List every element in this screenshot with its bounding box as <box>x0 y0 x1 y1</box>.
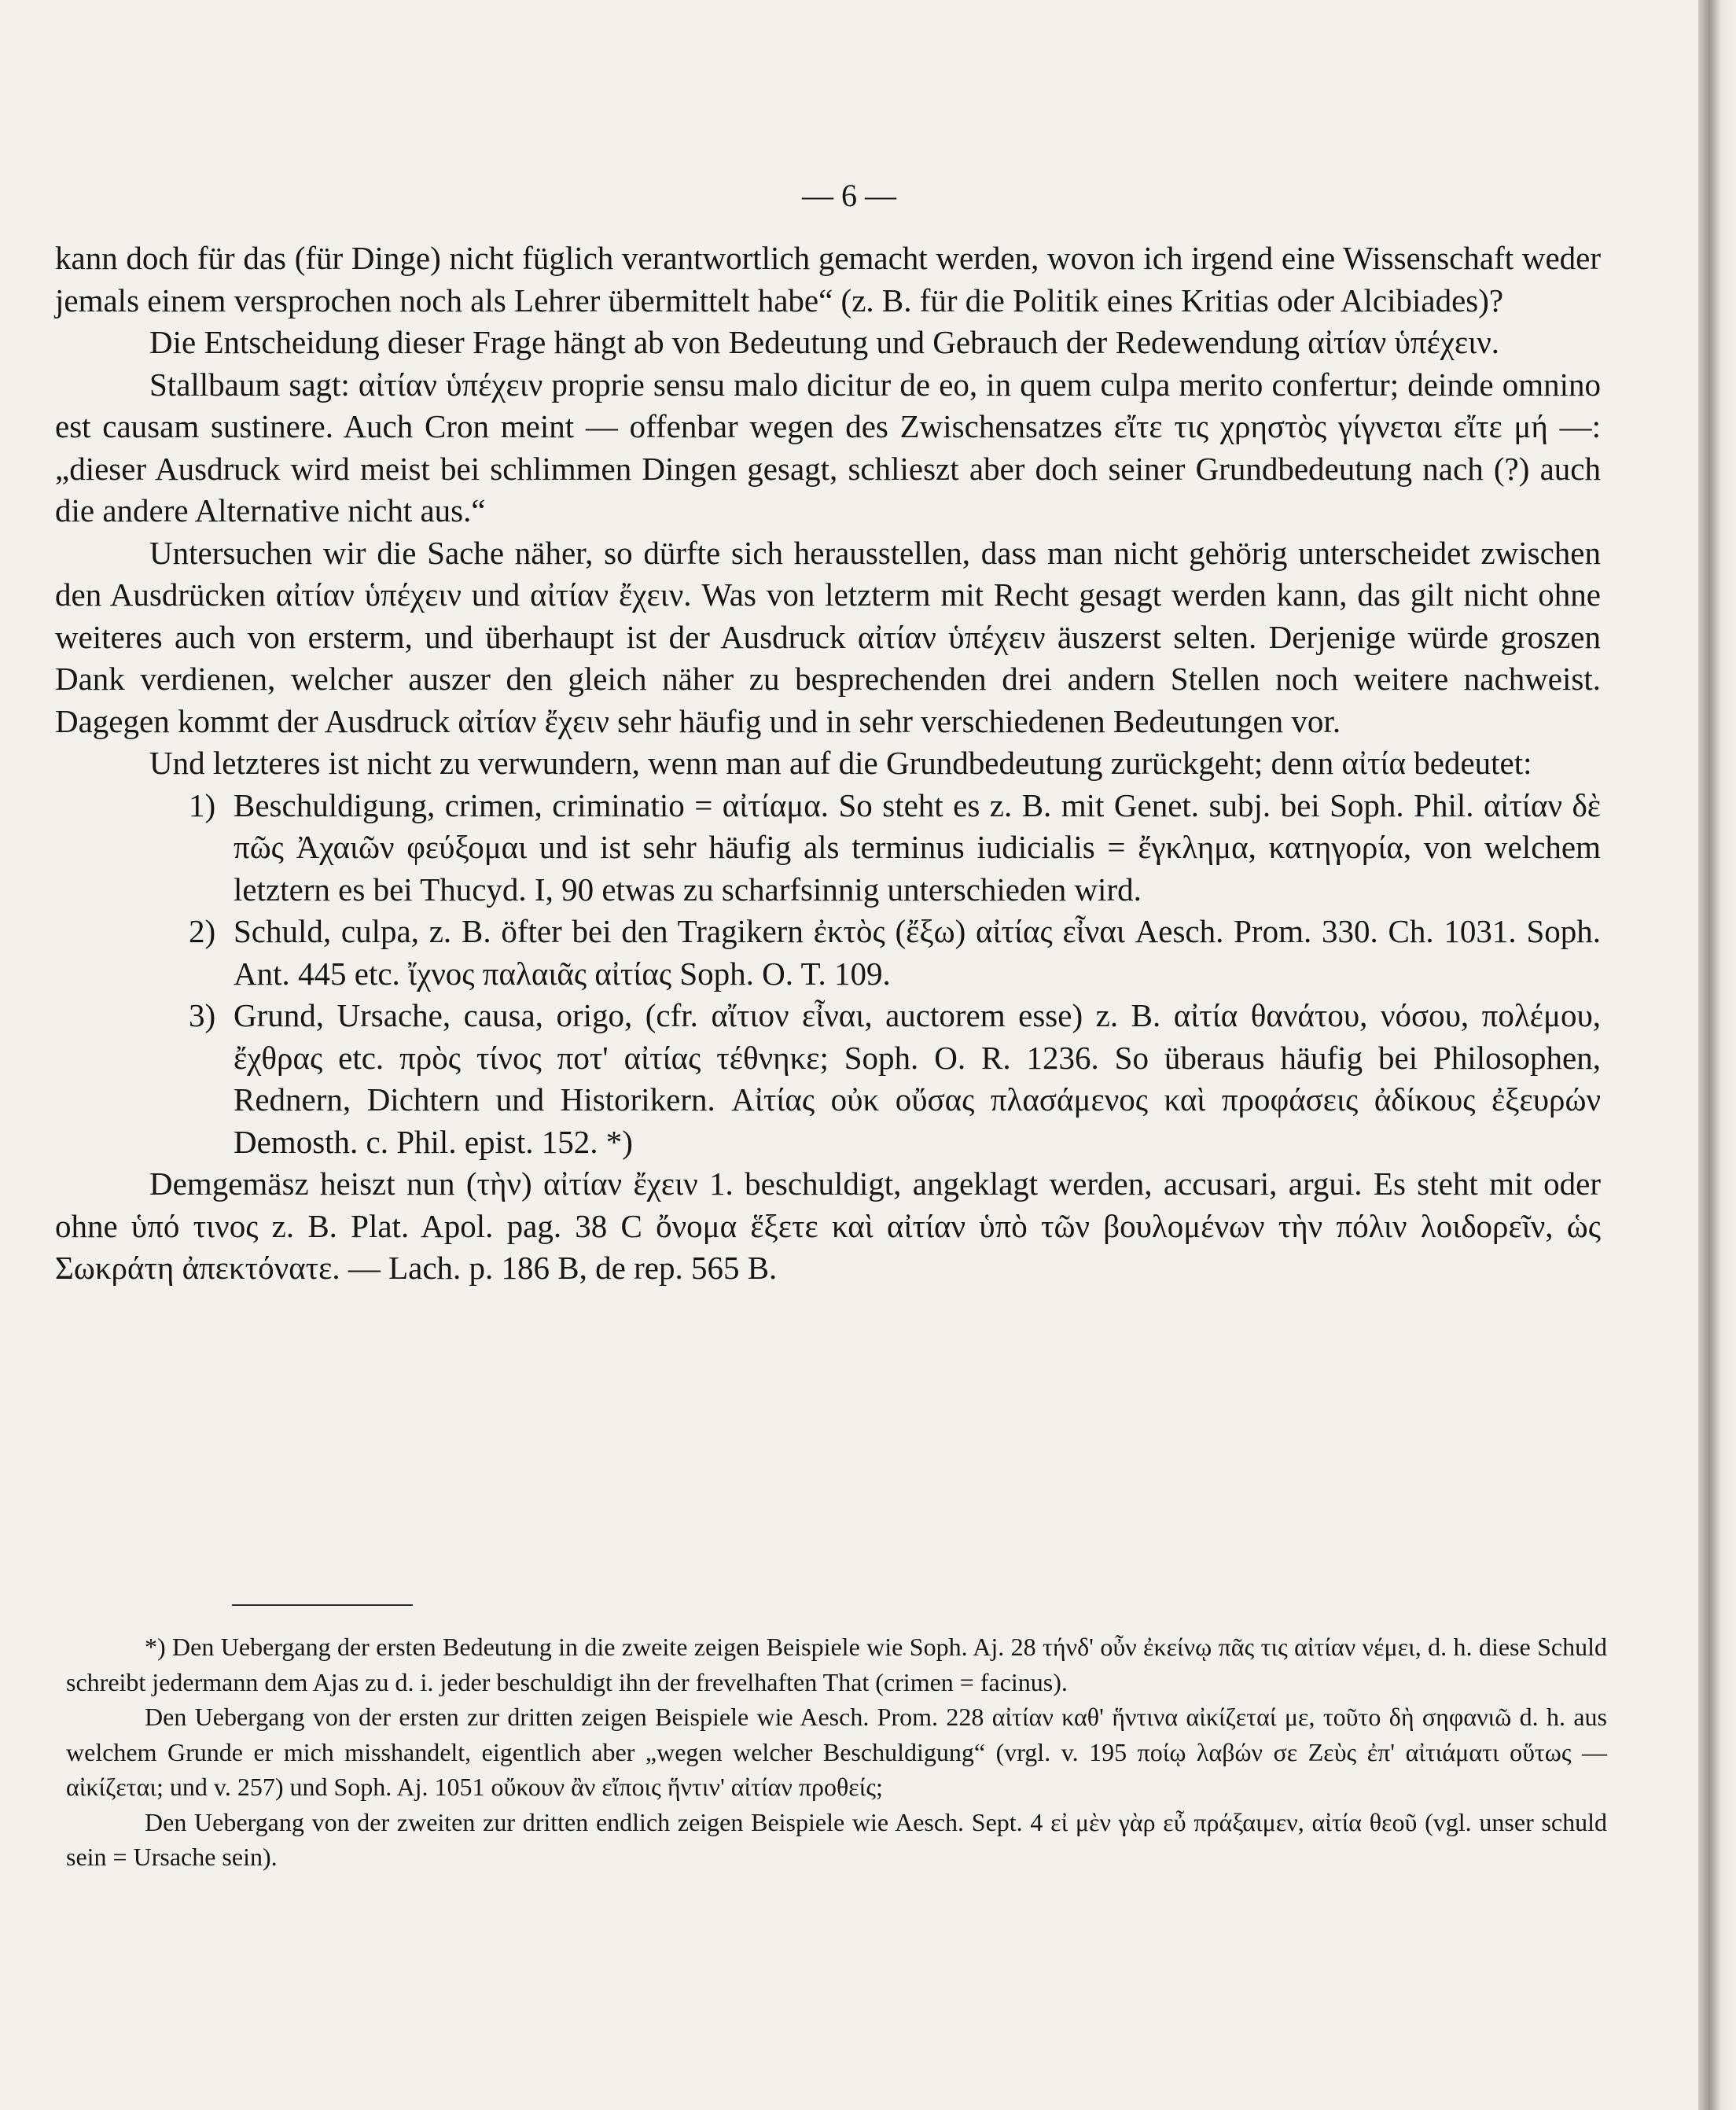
list-number: 2) <box>189 913 216 949</box>
list-item <box>55 995 1601 1163</box>
footnotes <box>66 1629 1607 1875</box>
list-number: 3) <box>189 997 216 1033</box>
footnote-divider <box>232 1604 413 1606</box>
paragraph: Demgemäsz heiszt nun (τὴν) αἰτίαν ἔχειν 1. beschuldigt, angeklagt werden, accusari, argui. Es steht mit oder ohne ὑπό τινος z. B. Plat. Apol. pag. 38 C ὄνομα ἕξετε καὶ αἰτίαν ὑπὸ τῶν βουλομένων τὴν πόλιν λοιδορεῖν, ὡς Σωκράτη ἀπεκτόνατε. — Lach. p. 186 B, de rep. 565 B. <box>55 1165 1601 1286</box>
list-item-text: Grund, Ursache, causa, origo, (cfr. αἴτιον εἶναι, auctorem esse) z. B. αἰτία θανάτου, νόσου, πολέμου, ἔχθρας etc. πρὸς τίνος ποτ' αἰτίας τέθνηκε; Soph. O. R. 1236. So überaus häufig bei Philosophen, Rednern, Dichtern und Historikern. Αἰτίας οὐκ οὔσας πλασάμενος καὶ προφάσεις ἀδίκους ἐξευρών Demosth. c. Phil. epist. 152. *) <box>234 997 1601 1160</box>
list-item-text: Schuld, culpa, z. B. öfter bei den Tragikern ἐκτὸς (ἔξω) αἰτίας εἶναι Aesch. Prom. 330. Ch. 1031. Soph. Ant. 445 etc. ἴχνος παλαιᾶς αἰτίας Soph. O. T. 109. <box>234 913 1601 992</box>
list-item-text: Beschuldigung, crimen, criminatio = αἰτίαμα. So steht es z. B. mit Genet. subj. bei Soph. Phil. αἰτίαν δὲ πῶς Ἀχαιῶν φεύξομαι und ist sehr häufig als terminus iudicialis = ἔγκλημα, κατηγορία, von welchem letztern es bei Thucyd. I, 90 etwas zu scharfsinnig unterschieden wird. <box>234 786 1601 908</box>
paragraph: Stallbaum sagt: αἰτίαν ὑπέχειν proprie sensu malo dicitur de eo, in quem culpa merito confertur; deinde omnino est causam sustinere. Auch Cron meint — offenbar wegen des Zwischensatzes εἴτε τις χρηστὸς γίγνεται εἴτε μή —: „dieser Ausdruck wird meist bei schlimmen Dingen gesagt, schlieszt aber doch seiner Grundbedeutung nach (?) auch die andere Alternative nicht aus.“ <box>55 366 1601 528</box>
paragraph: kann doch für das (für Dinge) nicht füglich verantwortlich gemacht werden, wovon ich irgend eine Wissenschaft weder jemals einem versprochen noch als Lehrer übermittelt habe“ (z. B. für die Politik eines Kritias oder Alcibiades)? <box>55 240 1601 319</box>
list-number: 1) <box>189 786 216 823</box>
list-item <box>55 785 1601 911</box>
footnote: Den Uebergang von der zweiten zur dritten endlich zeigen Beispiele wie Aesch. Sept. 4 εἰ μὲν γὰρ εὖ πράξαιμεν, αἰτία θεοῦ (vgl. unser schuld sein = Ursache sein). <box>66 1807 1607 1871</box>
paragraph: Und letzteres ist nicht zu verwundern, wenn man auf die Grundbedeutung zurückgeht; denn αἰτία bedeutet: <box>149 745 1532 781</box>
main-text <box>55 238 1601 1290</box>
footnote: *) Den Uebergang der ersten Bedeutung in die zweite zeigen Beispiele wie Soph. Aj. 28 τήνδ' οὖν ἐκείνῳ πᾶς τις αἰτίαν νέμει, d. h. diese Schuld schreibt jedermann dem Ajas zu d. i. jeder beschuldigt ihn der frevelhaften That (crimen = facinus). <box>66 1633 1607 1696</box>
paragraph: Die Entscheidung dieser Frage hängt ab von Bedeutung und Gebrauch der Redewendung αἰτίαν ὑπέχειν. <box>149 324 1500 360</box>
page-edge <box>1698 0 1736 2110</box>
list-item <box>55 911 1601 995</box>
paragraph: Untersuchen wir die Sache näher, so dürfte sich herausstellen, dass man nicht gehörig unterscheidet zwischen den Ausdrücken αἰτίαν ὑπέχειν und αἰτίαν ἔχειν. Was von letzterm mit Recht gesagt werden kann, das gilt nicht ohne weiteres auch von ersterm, und überhaupt ist der Ausdruck αἰτίαν ὑπέχειν äuszerst selten. Derjenige würde groszen Dank verdienen, welcher auszer den gleich näher zu besprechenden drei andern Stellen noch weitere nachweist. Dagegen kommt der Ausdruck αἰτίαν ἔχειν sehr häufig und in sehr verschiedenen Bedeutungen vor. <box>55 534 1601 739</box>
footnote: Den Uebergang von der ersten zur dritten zeigen Beispiele wie Aesch. Prom. 228 αἰτίαν καθ' ἥντινα αἰκίζεταί με, τοῦτο δὴ σηφανιῶ d. h. aus welchem Grunde er mich misshandelt, eigentlich aber „wegen welcher Beschuldigung“ (vrgl. v. 195 ποίῳ λαβών σε Ζεὺς ἐπ' αἰτιάματι οὕτως — αἰκίζεται; und v. 257) und Soph. Aj. 1051 οὔκουν ἂν εἴποις ἥντιν' αἰτίαν προθείς; <box>66 1703 1607 1801</box>
page-number: — 6 — <box>802 178 896 213</box>
